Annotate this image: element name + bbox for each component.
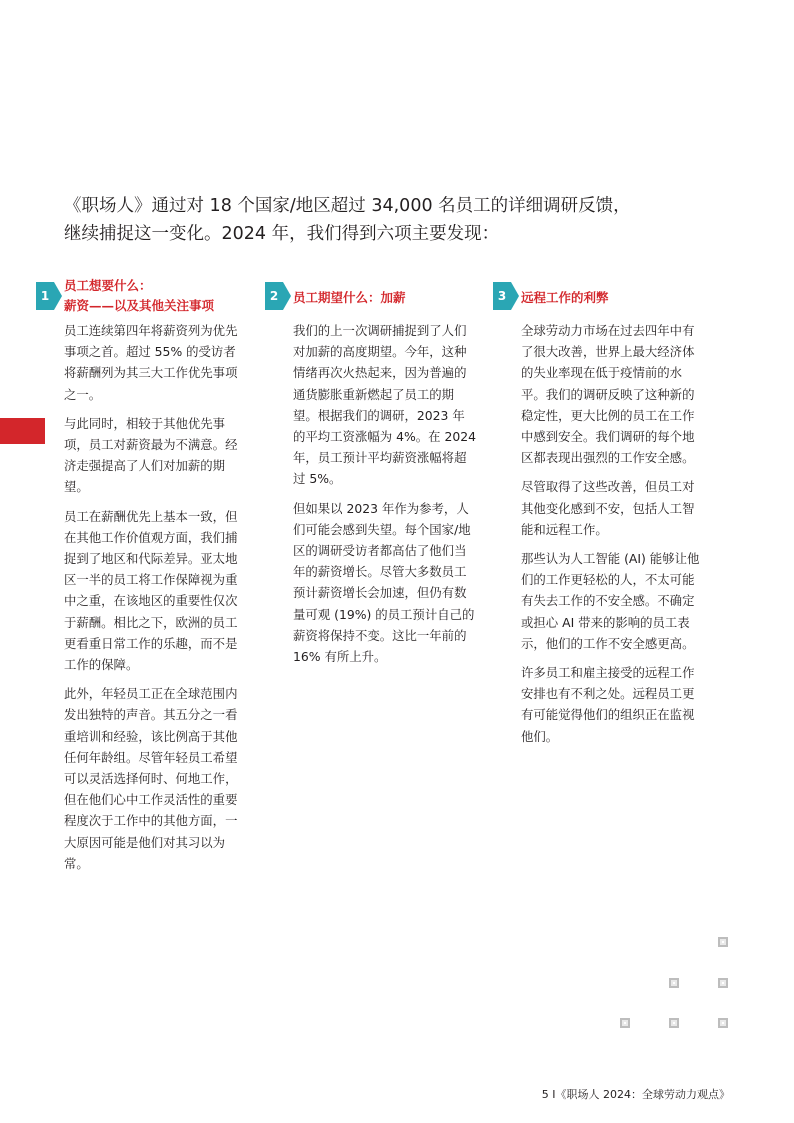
finding-3-number-badge: 3 bbox=[493, 282, 511, 310]
finding-3-paragraph: 许多员工和雇主接受的远程工作安排也有不利之处。远程员工更有可能觉得他们的组织正在监视他们。 bbox=[521, 665, 695, 744]
decorative-square-icon bbox=[669, 978, 679, 988]
decorative-square-icon bbox=[718, 937, 728, 947]
finding-1-header bbox=[36, 276, 248, 316]
finding-1-body bbox=[36, 320, 248, 874]
finding-column-1 bbox=[36, 276, 248, 882]
intro-line-2: 继续捕捉这一变化。2024 年，我们得到六项主要发现： bbox=[64, 224, 500, 244]
finding-3-paragraph: 全球劳动力市场在过去四年中有了很大改善，世界上最大经济体的失业率现在低于疫情前的水平。我们的调研反映了这种新的稳定性，更大比例的员工在工作中感到安全。我们调研的每个地区都表现出强烈的工作安全感。 bbox=[521, 323, 695, 466]
intro-heading bbox=[64, 192, 664, 248]
finding-1-paragraph: 员工在薪酬优先上基本一致，但在其他工作价值观方面，我们捕捉到了地区和代际差异。亚太地区一半的员工将工作保障视为重中之重，在该地区的重要性仅次于薪酬。相比之下，欧洲的员工更看重日常工作的乐趣，而不是工作的保障。 bbox=[64, 508, 238, 673]
finding-2-paragraph: 但如果以 2023 年作为参考，人们可能会感到失望。每个国家/地区的调研受访者都高估了他们当年的薪资增长。尽管大多数员工预计薪资增长会加速，但仍有数量可观 (19%) 的员工预计自己的薪资将保持不变。这比一年前的 16% 有所上升。 bbox=[293, 500, 475, 665]
page-footer: 5 I《职场人 2024：全球劳动力观点》 bbox=[541, 1088, 730, 1101]
finding-1-paragraph: 与此同时，相较于其他优先事项，员工对薪资最为不满意。经济走强提高了人们对加薪的期望。 bbox=[64, 415, 238, 495]
finding-1-paragraph: 员工连续第四年将薪资列为优先事项之首。超过 55% 的受访者将薪酬列为其三大工作优先事项之一。 bbox=[64, 323, 238, 402]
finding-1-paragraph: 此外，年轻员工正在全球范围内发出独特的声音。其五分之一看重培训和经验，该比例高于其他任何年龄组。尽管年轻员工希望可以灵活选择何时、何地工作，但在他们心中工作灵活性的重要程度次于工作中的其他方面，一大原因可能是他们对其习以为常。 bbox=[64, 686, 238, 871]
finding-2-header bbox=[265, 276, 477, 316]
decorative-square-icon bbox=[620, 1018, 630, 1028]
decorative-square-icon bbox=[718, 1018, 728, 1028]
finding-1-heading-line-1: 员工想要什么： bbox=[64, 278, 152, 293]
finding-3-body bbox=[493, 320, 705, 747]
finding-2-body bbox=[265, 320, 477, 667]
finding-2-heading: 员工期望什么：加薪 bbox=[293, 290, 406, 305]
finding-column-3 bbox=[493, 276, 705, 755]
finding-2-paragraph: 我们的上一次调研捕捉到了人们对加薪的高度期望。今年，这种情绪再次火热起来，因为普遍的通货膨胀重新燃起了员工的期望。根据我们的调研，2023 年的平均工资涨幅为 4%。在 2024 年，员工预计平均薪资涨幅将超过 5%。 bbox=[293, 323, 476, 487]
finding-1-heading-line-2: 薪资——以及其他关注事项 bbox=[64, 298, 215, 313]
finding-column-2 bbox=[265, 276, 477, 675]
finding-3-paragraph: 尽管取得了这些改善，但员工对其他变化感到不安，包括人工智能和远程工作。 bbox=[521, 479, 695, 537]
finding-2-number-badge: 2 bbox=[265, 282, 283, 310]
intro-line-1: 《职场人》通过对 18 个国家/地区超过 34,000 名员工的详细调研反馈， bbox=[64, 196, 631, 216]
finding-1-number-badge: 1 bbox=[36, 282, 54, 310]
decorative-square-icon bbox=[669, 1018, 679, 1028]
finding-3-paragraph: 那些认为人工智能 (AI) 能够让他们的工作更轻松的人，不太可能有失去工作的不安全感。不确定或担心 AI 带来的影响的员工表示，他们的工作不安全感更高。 bbox=[521, 551, 700, 651]
finding-3-header bbox=[493, 276, 705, 316]
finding-3-heading: 远程工作的利弊 bbox=[521, 290, 609, 305]
decorative-square-icon bbox=[718, 978, 728, 988]
